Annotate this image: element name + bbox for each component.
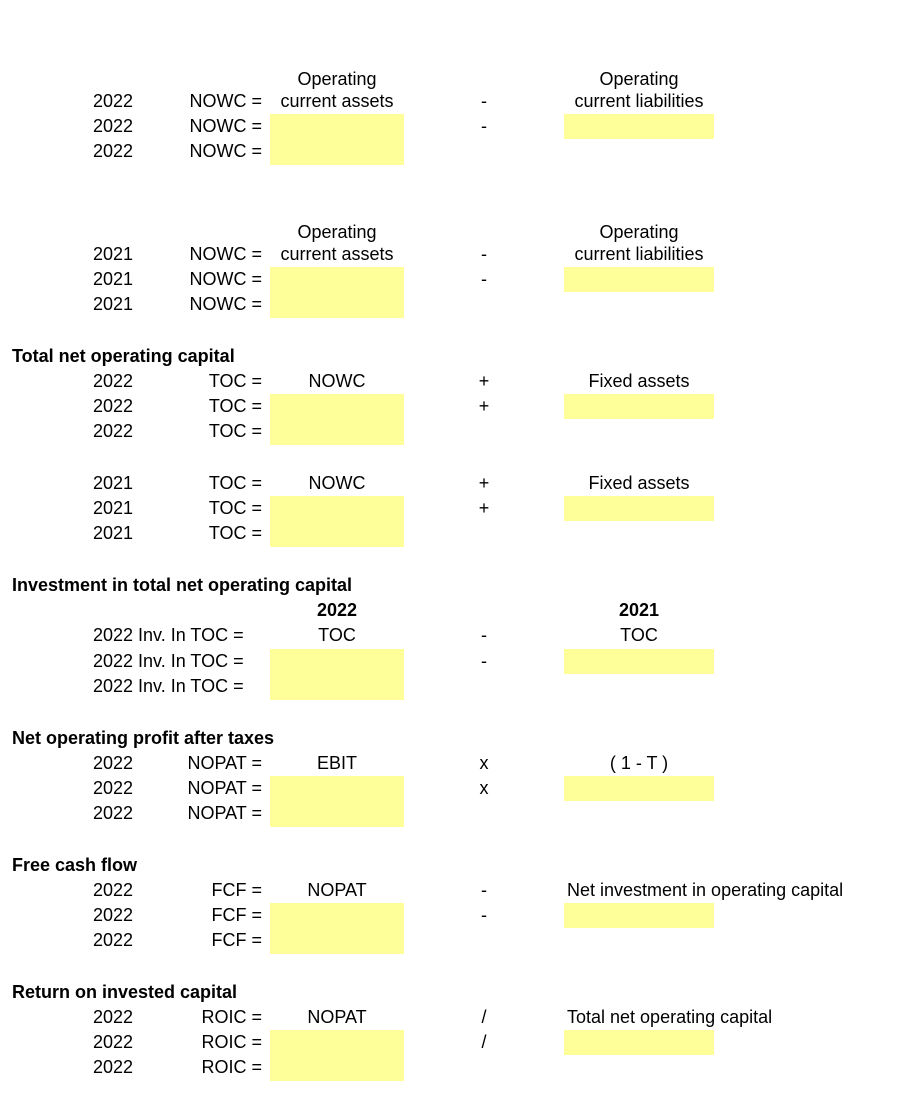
toc-input-row — [0, 496, 916, 521]
times-operator: x — [479, 753, 489, 773]
year-label: 2022 — [93, 421, 134, 441]
toc-label: TOC = — [208, 371, 262, 391]
toc-formula-row — [0, 471, 916, 496]
nowc-header: NOWC — [308, 371, 366, 391]
year-label: 2022 — [93, 930, 134, 950]
minus-operator: - — [481, 269, 487, 289]
nopat-input-row — [0, 776, 916, 801]
nowc-input-row — [0, 114, 916, 139]
roic-result-input[interactable] — [270, 1055, 404, 1081]
nopat-label: NOPAT = — [187, 803, 262, 823]
fcf-net-investment-input[interactable] — [564, 903, 714, 928]
investment-label: 2022 Inv. In TOC = — [93, 676, 244, 696]
minus-operator: - — [481, 91, 487, 111]
year-label: 2022 — [93, 778, 134, 798]
minus-operator: - — [481, 625, 487, 645]
roic-label: ROIC = — [201, 1007, 262, 1027]
minus-operator: - — [481, 880, 487, 900]
toc-2021-result-input[interactable] — [270, 521, 404, 547]
toc-2021-fixed-assets-input[interactable] — [564, 496, 714, 521]
toc-result-row — [0, 521, 916, 546]
times-operator: x — [479, 778, 489, 798]
section-title-fcf: Free cash flow — [12, 855, 138, 875]
toc-header: TOC — [318, 625, 356, 645]
year-label: 2022 — [93, 803, 134, 823]
nopat-formula-row — [0, 751, 916, 776]
roic-formula-row — [0, 1005, 916, 1030]
nowc-formula-row — [0, 89, 916, 114]
minus-operator: - — [481, 905, 487, 925]
col-header-operating: Operating — [297, 222, 377, 242]
plus-operator: + — [478, 498, 490, 518]
investment-label: 2022 Inv. In TOC = — [93, 625, 244, 645]
tax-factor-header: ( 1 - T ) — [609, 753, 669, 773]
nowc-label: NOWC = — [189, 269, 262, 289]
roic-total-capital-input[interactable] — [564, 1030, 714, 1055]
minus-operator: - — [481, 651, 487, 671]
year-label: 2021 — [93, 473, 134, 493]
investment-2021-toc-input[interactable] — [564, 649, 714, 674]
year-label: 2022 — [93, 880, 134, 900]
nopat-header: NOPAT — [307, 1007, 367, 1027]
investment-result-input[interactable] — [270, 674, 404, 700]
year-header-2022: 2022 — [316, 600, 358, 620]
investment-input-row — [0, 649, 916, 674]
minus-operator: - — [481, 244, 487, 264]
fcf-result-row — [0, 928, 916, 953]
fcf-input-row — [0, 903, 916, 928]
nopat-label: NOPAT = — [187, 753, 262, 773]
fixed-assets-header: Fixed assets — [588, 371, 690, 391]
toc-label: TOC = — [208, 523, 262, 543]
minus-operator: - — [481, 116, 487, 136]
roic-result-row — [0, 1055, 916, 1080]
year-label: 2022 — [93, 116, 134, 136]
toc-label: TOC = — [208, 396, 262, 416]
nopat-label: NOPAT = — [187, 778, 262, 798]
nowc-label: NOWC = — [189, 244, 262, 264]
fixed-assets-header: Fixed assets — [588, 473, 690, 493]
year-label: 2022 — [93, 141, 134, 161]
nowc-result-row — [0, 292, 916, 317]
col-header-operating: Operating — [297, 69, 377, 89]
toc-label: TOC = — [208, 421, 262, 441]
nowc-label: NOWC = — [189, 116, 262, 136]
investment-2022-toc-input[interactable] — [270, 649, 404, 674]
toc-2022-result-input[interactable] — [270, 419, 404, 445]
current-assets-header: current assets — [280, 244, 394, 264]
section-title-toc: Total net operating capital — [12, 346, 235, 366]
col-header-operating: Operating — [599, 69, 679, 89]
fcf-formula-row — [0, 878, 916, 903]
investment-result-row — [0, 674, 916, 699]
nowc-label: NOWC = — [189, 294, 262, 314]
year-label: 2022 — [93, 753, 134, 773]
nowc-header: NOWC — [308, 473, 366, 493]
investment-year-header-row — [0, 598, 916, 623]
toc-header: TOC — [620, 625, 658, 645]
nowc-2022-result-input[interactable] — [270, 139, 404, 165]
toc-result-row — [0, 419, 916, 444]
total-capital-header: Total net operating capital — [567, 1007, 773, 1027]
year-label: 2022 — [93, 371, 134, 391]
nowc-2021-current-liabilities-input[interactable] — [564, 267, 714, 292]
divide-operator: / — [481, 1007, 487, 1027]
toc-2022-fixed-assets-input[interactable] — [564, 394, 714, 419]
roic-label: ROIC = — [201, 1032, 262, 1052]
fcf-result-input[interactable] — [270, 928, 404, 954]
roic-input-row — [0, 1030, 916, 1055]
nowc-label: NOWC = — [189, 141, 262, 161]
year-label: 2021 — [93, 269, 134, 289]
toc-input-row — [0, 394, 916, 419]
year-label: 2021 — [93, 498, 134, 518]
roic-label: ROIC = — [201, 1057, 262, 1077]
nopat-header: NOPAT — [307, 880, 367, 900]
section-title-roic: Return on invested capital — [12, 982, 238, 1002]
toc-formula-row — [0, 369, 916, 394]
ebit-header: EBIT — [316, 753, 357, 773]
year-label: 2021 — [93, 294, 134, 314]
toc-label: TOC = — [208, 498, 262, 518]
current-assets-header: current assets — [280, 91, 394, 111]
year-header-2021: 2021 — [618, 600, 660, 620]
toc-2022-nowc-input[interactable] — [270, 394, 404, 419]
plus-operator: + — [478, 396, 490, 416]
current-liabilities-header: current liabilities — [574, 244, 704, 264]
year-label: 2022 — [93, 1032, 134, 1052]
nowc-label: NOWC = — [189, 91, 262, 111]
fcf-label: FCF = — [211, 880, 262, 900]
plus-operator: + — [478, 371, 490, 391]
year-label: 2021 — [93, 523, 134, 543]
investment-label: 2022 Inv. In TOC = — [93, 651, 244, 671]
year-label: 2022 — [93, 1007, 134, 1027]
nowc-2021-current-assets-input[interactable] — [270, 267, 404, 292]
current-liabilities-header: current liabilities — [574, 91, 704, 111]
col-header-operating: Operating — [599, 222, 679, 242]
nowc-result-row — [0, 139, 916, 164]
divide-operator: / — [481, 1032, 487, 1052]
roic-nopat-input[interactable] — [270, 1030, 404, 1055]
section-title-investment: Investment in total net operating capital — [12, 575, 353, 595]
nopat-result-row — [0, 801, 916, 826]
investment-formula-row — [0, 623, 916, 648]
toc-2021-nowc-input[interactable] — [270, 496, 404, 521]
year-label: 2022 — [93, 1057, 134, 1077]
fcf-label: FCF = — [211, 930, 262, 950]
nopat-result-input[interactable] — [270, 801, 404, 827]
fcf-nopat-input[interactable] — [270, 903, 404, 928]
net-investment-header: Net investment in operating capital — [567, 880, 844, 900]
plus-operator: + — [478, 473, 490, 493]
year-label: 2022 — [93, 396, 134, 416]
fcf-label: FCF = — [211, 905, 262, 925]
nowc-input-row — [0, 267, 916, 292]
year-label: 2022 — [93, 905, 134, 925]
section-title-nopat: Net operating profit after taxes — [12, 728, 275, 748]
toc-label: TOC = — [208, 473, 262, 493]
year-label: 2022 — [93, 91, 134, 111]
nowc-2022-current-liabilities-input[interactable] — [564, 114, 714, 139]
nowc-2022-current-assets-input[interactable] — [270, 114, 404, 139]
nopat-ebit-input[interactable] — [270, 776, 404, 801]
nowc-2021-result-input[interactable] — [270, 292, 404, 318]
year-label: 2021 — [93, 244, 134, 264]
nowc-formula-row — [0, 242, 916, 267]
nopat-tax-factor-input[interactable] — [564, 776, 714, 801]
